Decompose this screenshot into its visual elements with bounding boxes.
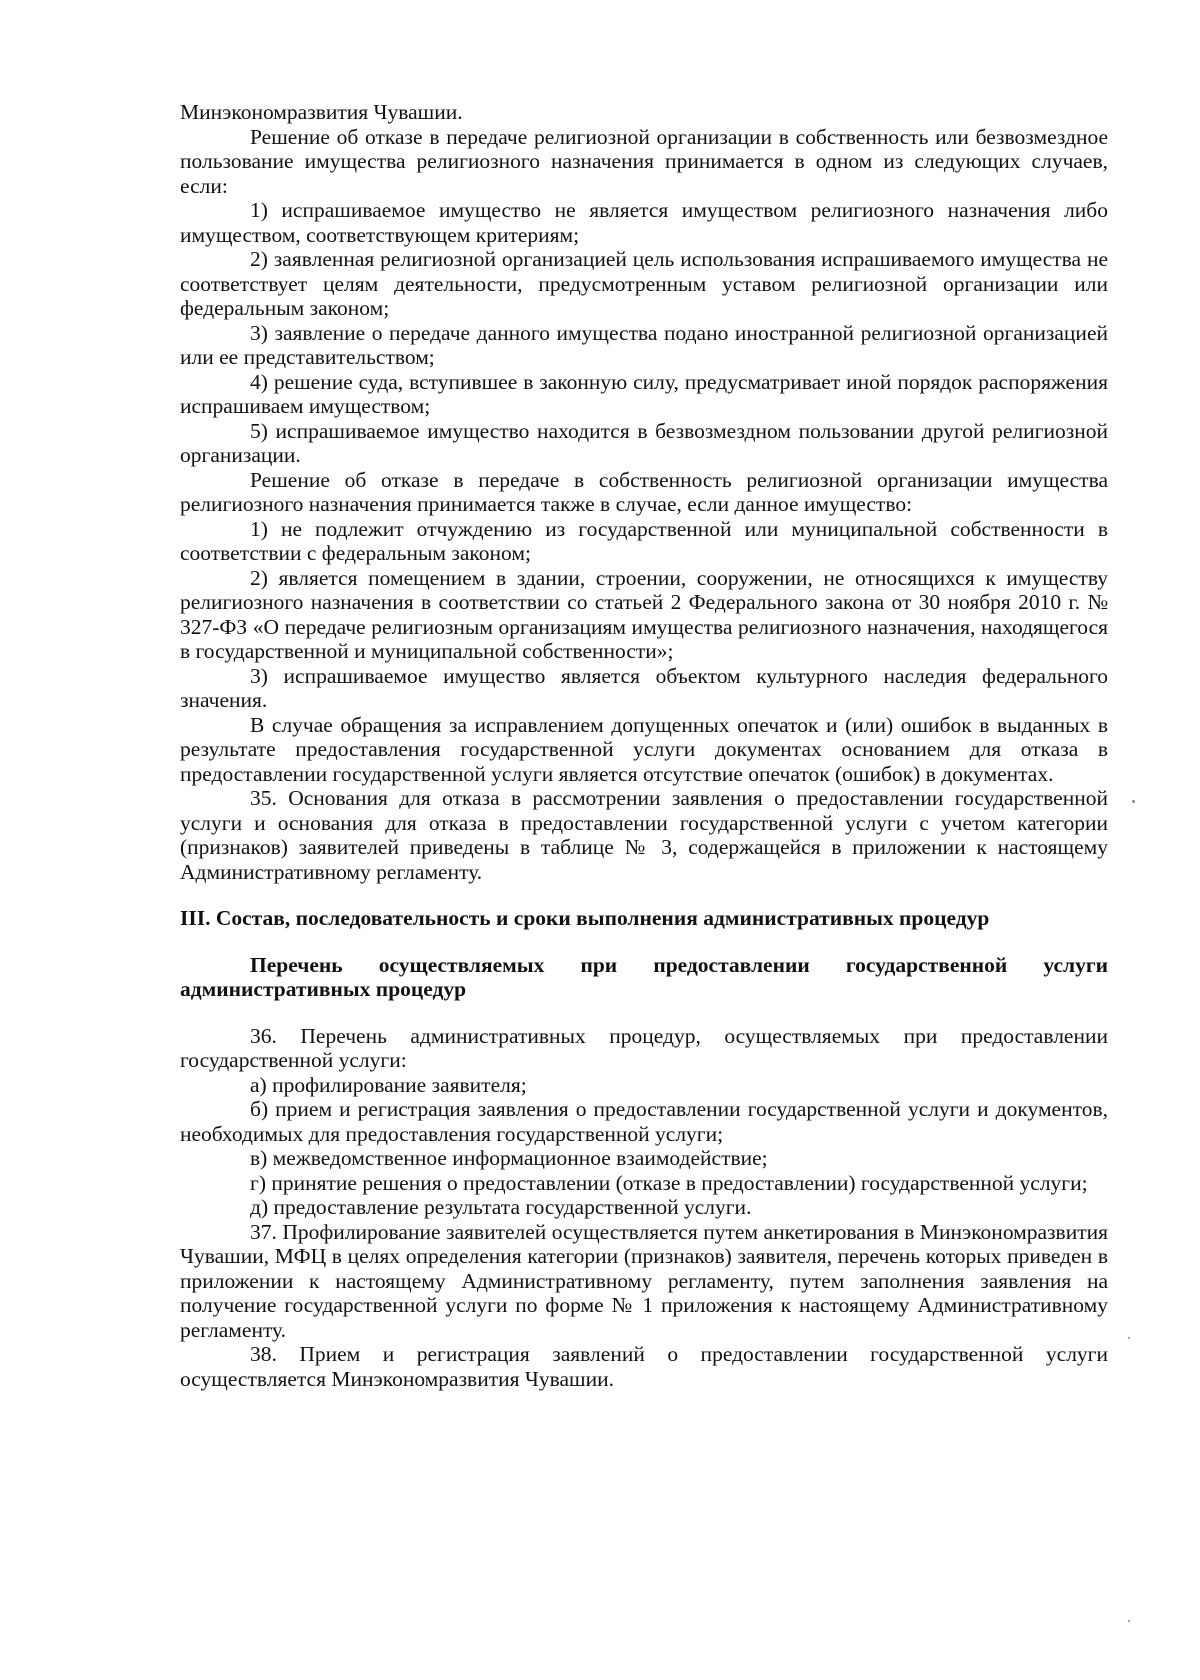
refusal-item-3: 3) заявление о передаче данного имущества подано иностранной религиозной организацией или ее представительством; <box>180 320 1108 369</box>
ownership-item-3: 3) испрашиваемое имущество является объектом культурного наследия федерального значения. <box>180 663 1108 712</box>
item-36-v: в) межведомственное информационное взаимодействие; <box>250 1146 768 1170</box>
subsection-title: Перечень осуществляемых при предоставлении государственной услуги административных процедур <box>180 952 1108 1001</box>
typo-paragraph: В случае обращения за исправлением допущенных опечаток и (или) ошибок в выданных в результате предоставления государственной услуги документах основанием для отказа в предоставлении государственной услуги является отсутствие опечаток (ошибок) в документах. <box>180 712 1108 786</box>
item-36-g: г) принятие решения о предоставлении (отказе в предоставлении) государственной услуги; <box>250 1170 1088 1195</box>
ownership-item-2: 2) является помещением в здании, строении, сооружении, не относящихся к имуществу религиозного назначения в соответствии со статьей 2 Федерального закона от 30 ноября 2010 г. № 327-ФЗ «О передаче религиозным организациям имущества религиозного назначения, находящегося в государственной и муниципальной собственности»; <box>180 565 1108 663</box>
refusal-item-5: 5) испрашиваемое имущество находится в безвозмездном пользовании другой религиозной организации. <box>180 418 1108 467</box>
refusal-item-1: 1) испрашиваемое имущество не является имуществом религиозного назначения либо имуществом, соответствующем критериям; <box>180 198 1108 247</box>
refusal-intro: Решение об отказе в передаче религиозной организации в собственность или безвозмездное пользование имущества религиозного назначения принимается в одном из следующих случаев, если: <box>180 124 1108 198</box>
refusal-item-2: 2) заявленная религиозной организацией цель использования испрашиваемого имущества не соответствует целям деятельности, предусмотренным уставом религиозной организации или федеральным законом; <box>180 247 1108 320</box>
item-35: 35. Основания для отказа в рассмотрении заявления о предоставлении государственной услуги и основания для отказа в предоставлении государственной услуги с учетом категории (признаков) заявителей приведены в таблице № 3, содержащейся в приложении к настоящему Административному регламенту. <box>180 786 1108 884</box>
section-title: III. Состав, последовательность и сроки выполнения административных процедур <box>180 906 990 930</box>
scan-speck <box>1128 1620 1130 1622</box>
ownership-intro: Решение об отказе в передаче в собственность религиозной организации имущества религиозного назначения принимается также в случае, если данное имущество: <box>180 467 1108 516</box>
refusal-item-4: 4) решение суда, вступившее в законную силу, предусматривает иной порядок распоряжения испрашиваем имуществом; <box>180 369 1108 418</box>
item-36-intro: 36. Перечень административных процедур, осуществляемых при предоставлении государственной услуги: <box>180 1023 1108 1072</box>
ownership-item-1: 1) не подлежит отчуждению из государственной или муниципальной собственности в соответствии с федеральным законом; <box>180 516 1108 565</box>
item-36-d: д) предоставление результата государственной услуги. <box>250 1195 752 1219</box>
item-36-b: б) прием и регистрация заявления о предоставлении государственной услуги и документов, необходимых для предоставления государственной услуги; <box>180 1097 1108 1146</box>
item-37: 37. Профилирование заявителей осуществляется путем анкетирования в Минэкономразвития Чувашии, МФЦ в целях определения категории (признаков) заявителя, перечень которых приведен в приложении к настоящему Административному регламенту, путем заполнения заявления на получение государственной услуги по форме № 1 приложения к настоящему Административному регламенту. <box>180 1219 1108 1342</box>
item-36-a: а) профилирование заявителя; <box>250 1072 527 1097</box>
top-continuation: Минэкономразвития Чувашии. <box>180 100 463 124</box>
item-38: 38. Прием и регистрация заявлений о предоставлении государственной услуги осуществляется Минэкономразвития Чувашии. <box>180 1342 1108 1391</box>
scan-speck <box>1128 1337 1130 1339</box>
document-page <box>180 100 1108 1391</box>
scan-speck <box>1132 800 1135 803</box>
